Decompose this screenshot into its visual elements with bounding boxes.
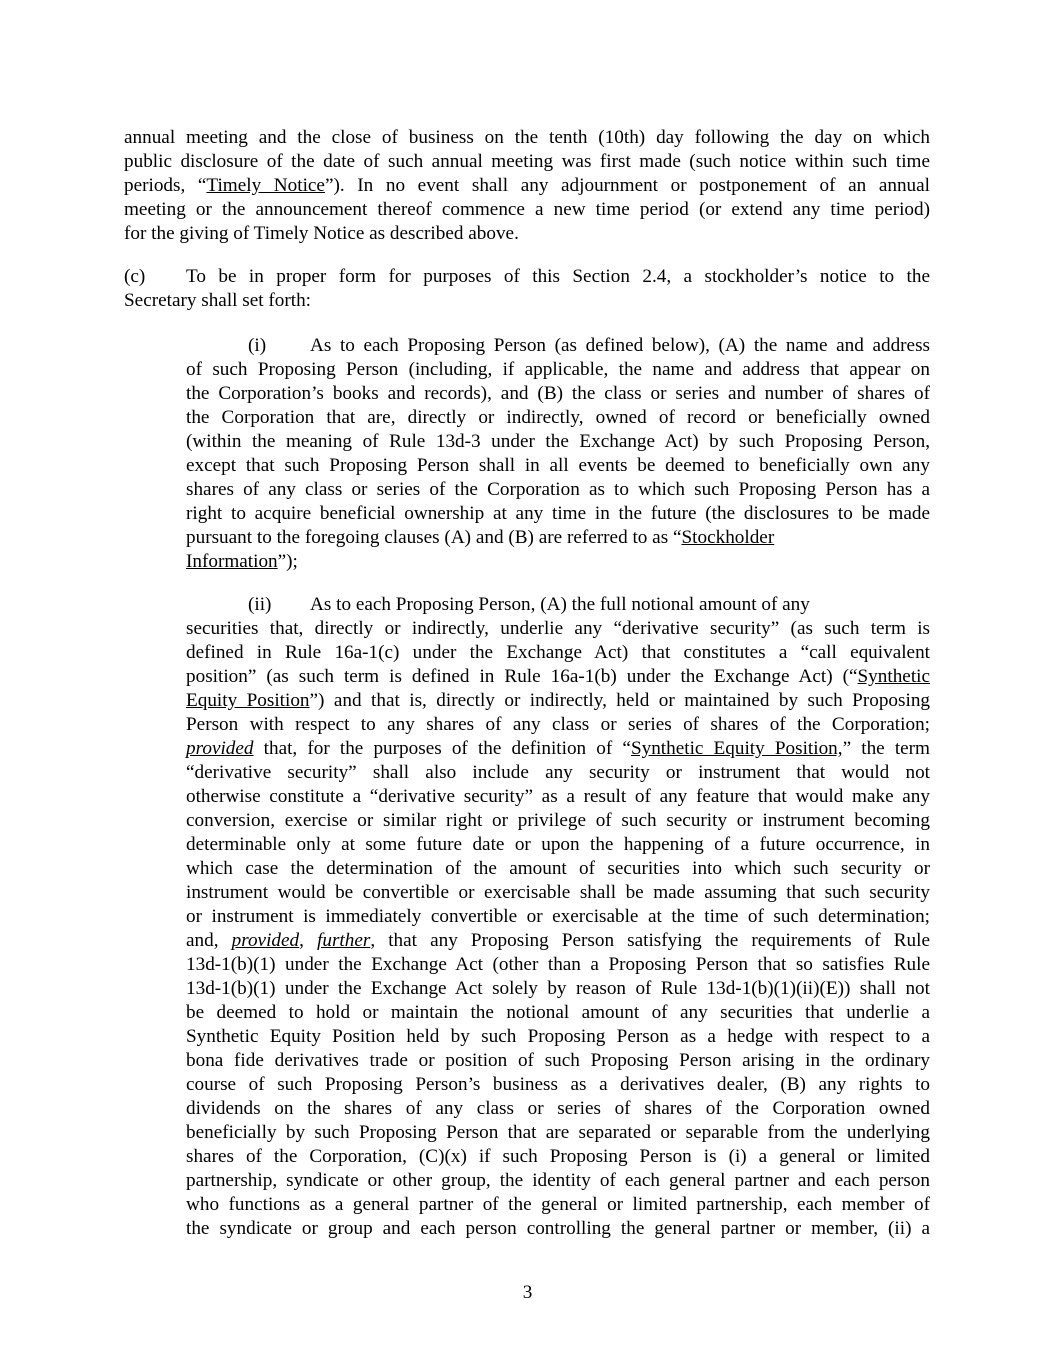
text-run: bona fide derivatives trade or position of such Proposing Person arising in the ordinary bbox=[186, 1050, 930, 1071]
text-run: defined in Rule 16a-1(c) under the Exchange Act) that constitutes a “call equivalent bbox=[186, 642, 930, 663]
text-run: pursuant to the foregoing clauses (A) and (B) are referred to as “ bbox=[186, 527, 682, 548]
text-run: course of such Proposing Person’s business as a derivatives dealer, (B) any rights to bbox=[186, 1074, 930, 1095]
text-run: Person with respect to any shares of any class or series of shares of the Corporation; bbox=[186, 714, 930, 735]
text-line bbox=[310, 334, 930, 358]
page-number: 3 bbox=[522, 1282, 533, 1303]
defined-term: further bbox=[317, 930, 371, 951]
text-run: Secretary shall set forth: bbox=[124, 290, 312, 311]
text-run: 13d-1(b)(1) under the Exchange Act (other than a Proposing Person that so satisfies Rule bbox=[186, 954, 930, 975]
text-line bbox=[186, 1049, 930, 1073]
text-run: which case the determination of the amount of securities into which such security or bbox=[186, 858, 930, 879]
text-line bbox=[186, 953, 930, 977]
text-line bbox=[124, 222, 519, 246]
text-line bbox=[124, 174, 930, 198]
defined-term: Stockholder bbox=[681, 527, 775, 548]
text-run: that, for the purposes of the definition of “ bbox=[253, 738, 631, 759]
text-line bbox=[186, 1073, 930, 1097]
text-run: meeting or the announcement thereof commence a new time period (or extend any time period) bbox=[124, 199, 930, 220]
text-line bbox=[186, 1145, 930, 1169]
text-run: To be in proper form for purposes of this Section 2.4, a stockholder’s notice to the bbox=[186, 266, 930, 287]
text-line bbox=[124, 289, 311, 313]
text-run: , that any Proposing Person satisfying the requirements of Rule bbox=[370, 930, 930, 951]
text-run: partnership, syndicate or other group, the identity of each general partner and each person bbox=[186, 1170, 930, 1191]
text-line bbox=[186, 713, 930, 737]
text-line bbox=[186, 550, 298, 574]
text-line bbox=[186, 406, 930, 430]
text-run: securities that, directly or indirectly, underlie any “derivative security” (as such term is bbox=[186, 618, 930, 639]
text-run: beneficially by such Proposing Person that are separated or separable from the underlying bbox=[186, 1122, 930, 1143]
text-line bbox=[186, 265, 930, 289]
text-line bbox=[186, 689, 930, 713]
text-run: ”) and that is, directly or indirectly, held or maintained by such Proposing bbox=[309, 690, 931, 711]
text-run: except that such Proposing Person shall in all events be deemed to beneficially own any bbox=[186, 455, 930, 476]
text-run: or instrument is immediately convertible or exercisable at the time of such determination; bbox=[186, 906, 930, 927]
text-line bbox=[186, 785, 930, 809]
defined-term: provided bbox=[231, 930, 300, 951]
defined-term: provided bbox=[186, 738, 254, 759]
text-line bbox=[186, 526, 774, 550]
text-line bbox=[186, 358, 930, 382]
text-line bbox=[186, 1001, 930, 1025]
text-line bbox=[124, 198, 930, 222]
item-marker: (c) bbox=[124, 266, 146, 287]
text-run: As to each Proposing Person, (A) the full notional amount of any bbox=[310, 594, 810, 615]
defined-term: Synthetic Equity Position, bbox=[630, 738, 843, 759]
text-run: the syndicate or group and each person controlling the general partner or member, (ii) a bbox=[186, 1218, 930, 1239]
text-run: conversion, exercise or similar right or privilege of such security or instrument becoming bbox=[186, 810, 930, 831]
defined-term: Synthetic bbox=[857, 666, 930, 687]
text-run: ”); bbox=[277, 551, 298, 572]
text-line bbox=[186, 502, 930, 526]
text-line bbox=[186, 833, 930, 857]
text-run: for the giving of Timely Notice as described above. bbox=[124, 223, 519, 244]
text-line bbox=[124, 150, 930, 174]
text-line bbox=[186, 641, 930, 665]
text-run: ” the term bbox=[842, 738, 930, 759]
text-run: position” (as such term is defined in Rule 16a-1(b) under the Exchange Act) (“ bbox=[186, 666, 858, 687]
text-line bbox=[186, 737, 930, 761]
text-line bbox=[186, 977, 930, 1001]
text-run: (within the meaning of Rule 13d-3 under the Exchange Act) by such Proposing Person, bbox=[186, 431, 930, 452]
text-line bbox=[186, 1121, 930, 1145]
text-run: determinable only at some future date or upon the happening of a future occurrence, in bbox=[186, 834, 930, 855]
text-run: the Corporation that are, directly or indirectly, owned of record or beneficially owned bbox=[186, 407, 930, 428]
defined-term: Equity Position bbox=[186, 690, 310, 711]
text-run: “derivative security” shall also include any security or instrument that would not bbox=[186, 762, 930, 783]
text-run: , bbox=[299, 930, 318, 951]
text-run: who functions as a general partner of the general or limited partnership, each member of bbox=[186, 1194, 930, 1215]
text-line bbox=[186, 809, 930, 833]
text-run: annual meeting and the close of business on the tenth (10th) day following the day on which bbox=[124, 127, 930, 148]
text-run: shares of the Corporation, (C)(x) if such Proposing Person is (i) a general or limited bbox=[186, 1146, 930, 1167]
text-line bbox=[186, 905, 930, 929]
item-marker: (i) bbox=[248, 335, 267, 356]
text-run: Synthetic Equity Position held by such Proposing Person as a hedge with respect to a bbox=[186, 1026, 930, 1047]
text-run: the Corporation’s books and records), and (B) the class or series and number of shares of bbox=[186, 383, 930, 404]
text-run: be deemed to hold or maintain the notional amount of any securities that underlie a bbox=[186, 1002, 930, 1023]
defined-term: Information bbox=[186, 551, 278, 572]
text-line bbox=[186, 665, 930, 689]
text-run: 13d-1(b)(1) under the Exchange Act solely by reason of Rule 13d-1(b)(1)(ii)(E)) shall not bbox=[186, 978, 930, 999]
text-line bbox=[186, 430, 930, 454]
text-line bbox=[186, 454, 930, 478]
text-line bbox=[124, 126, 930, 150]
text-run: instrument would be convertible or exercisable shall be made assuming that such security bbox=[186, 882, 930, 903]
text-line bbox=[186, 1097, 930, 1121]
text-line bbox=[186, 382, 930, 406]
text-run: dividends on the shares of any class or series of shares of the Corporation owned bbox=[186, 1098, 930, 1119]
text-line bbox=[186, 1217, 930, 1241]
item-marker: (ii) bbox=[248, 594, 272, 615]
text-line bbox=[186, 478, 930, 502]
text-line bbox=[186, 1169, 930, 1193]
text-line bbox=[186, 929, 930, 953]
text-line bbox=[310, 593, 810, 617]
defined-term: Timely Notice bbox=[206, 175, 325, 196]
text-line bbox=[186, 881, 930, 905]
text-line bbox=[186, 1025, 930, 1049]
text-line bbox=[186, 617, 930, 641]
text-run: right to acquire beneficial ownership at any time in the future (the disclosures to be made bbox=[186, 503, 930, 524]
text-run: and, bbox=[186, 930, 232, 951]
text-run: of such Proposing Person (including, if applicable, the name and address that appear on bbox=[186, 359, 930, 380]
text-run: public disclosure of the date of such annual meeting was first made (such notice within such time bbox=[124, 151, 930, 172]
text-run: shares of any class or series of the Corporation as to which such Proposing Person has a bbox=[186, 479, 930, 500]
text-run: As to each Proposing Person (as defined below), (A) the name and address bbox=[310, 335, 930, 356]
text-run: otherwise constitute a “derivative security” as a result of any feature that would make any bbox=[186, 786, 930, 807]
text-run: periods, “ bbox=[124, 175, 207, 196]
text-line bbox=[186, 1193, 930, 1217]
text-run: ”). In no event shall any adjournment or postponement of an annual bbox=[324, 175, 930, 196]
text-line bbox=[186, 857, 930, 881]
text-line bbox=[186, 761, 930, 785]
